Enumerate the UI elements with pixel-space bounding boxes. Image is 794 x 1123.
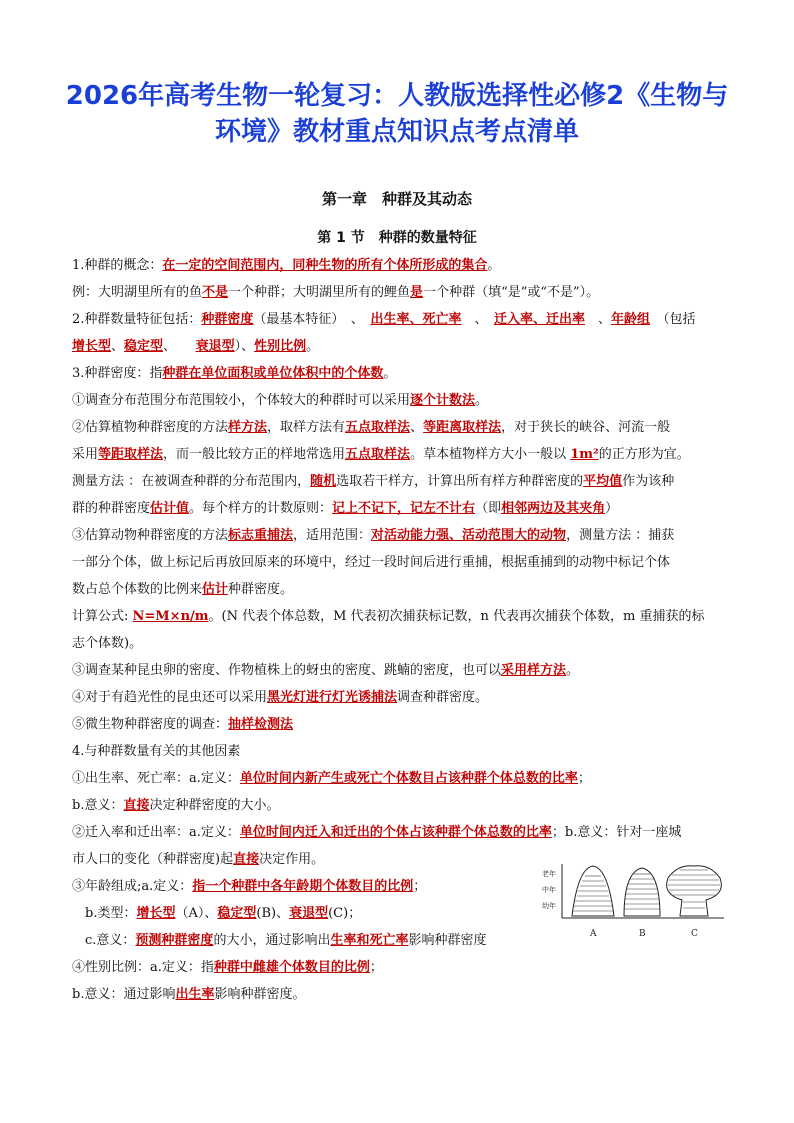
text-segment: 影响种群密度。: [214, 987, 306, 1002]
key-answer: 相邻两边及其夹角: [501, 501, 606, 516]
key-answer: 种群在单位面积或单位体积中的个体数: [162, 366, 384, 381]
text-segment: 一个种群；大明湖里所有的鲤鱼: [228, 285, 411, 300]
text-line: [72, 471, 732, 498]
text-segment: 一个种群（填“是”或“不是”）。: [423, 285, 600, 300]
key-answer: 性别比例: [254, 339, 307, 354]
key-answer: 黑光灯进行灯光诱捕法: [267, 690, 398, 705]
age-label-old: 老年: [542, 870, 556, 878]
key-answer: 抽样检测法: [228, 717, 294, 732]
key-answer: 不是: [202, 285, 229, 300]
text-segment: 计算公式:: [72, 609, 133, 624]
text-segment: 4.与种群数量有关的其他因素: [72, 744, 241, 759]
key-answer: N=M×n/m: [132, 609, 209, 624]
section-heading: 第 1 节 种群的数量特征: [317, 230, 477, 246]
text-segment: 、: [461, 312, 494, 327]
key-answer: 衰退型: [195, 339, 235, 354]
text-line: [72, 606, 732, 633]
text-segment: ③年龄组成;a.定义：: [72, 879, 193, 894]
text-segment: 例：大明湖里所有的鱼: [72, 285, 203, 300]
text-segment: 测量方法 ：在被调查种群的分布范围内，: [72, 474, 311, 489]
age-label-middle: 中年: [542, 886, 556, 894]
text-segment: ；: [413, 879, 427, 894]
key-answer: 在一定的空间范围内，同种生物的所有个体所形成的集合: [162, 258, 488, 273]
text-line: [72, 336, 732, 363]
text-segment: （A）、: [175, 906, 218, 921]
text-segment: 。: [566, 663, 580, 678]
text-line: [72, 957, 732, 984]
type-label-c: C: [691, 929, 698, 939]
key-answer: 记上不记下，记左不计右: [332, 501, 476, 516]
key-answer: 采用样方法: [501, 663, 567, 678]
text-line: [72, 579, 732, 606]
document-title: 2026年高考生物一轮复习：人教版选择性必修2《生物与环境》教材重点知识点考点清单: [65, 81, 729, 147]
key-answer: 五点取样法: [345, 447, 411, 462]
text-segment: ②迁入率和迁出率：a.定义：: [72, 825, 240, 840]
text-segment: 群的种群密度: [72, 501, 151, 516]
text-segment: 的大小，通过影响出: [213, 933, 331, 948]
text-segment: 调查种群密度。: [397, 690, 489, 705]
text-segment: ①调查分布范围分布范围较小，个体较大的种群时可以采用: [72, 393, 411, 408]
key-answer: 直接: [233, 852, 260, 867]
text-line: [72, 282, 732, 309]
key-answer: 单位时间内迁入和迁出的个体占该种群个体总数的比率: [239, 825, 552, 840]
text-segment: ③调查某种昆虫卵的密度、作物植株上的蚜虫的密度、跳蝻的密度，也可以: [72, 663, 502, 678]
key-answer: 种群中雌雄个体数目的比例: [213, 960, 370, 975]
text-segment: 作为该种: [622, 474, 675, 489]
text-segment: （即: [475, 501, 502, 516]
text-segment: b.类型：: [72, 906, 137, 921]
key-answer: 标志重捕法: [228, 528, 294, 543]
age-label-young: 幼年: [542, 902, 556, 910]
text-segment: ）、: [234, 339, 255, 354]
text-segment: 种群密度。: [228, 582, 294, 597]
text-line: [72, 363, 732, 390]
text-line: [72, 687, 732, 714]
text-line: [72, 255, 732, 282]
text-segment: c.意义：: [72, 933, 136, 948]
text-segment: 。每个样方的计数原则：: [189, 501, 333, 516]
key-answer: 衰退型: [289, 906, 329, 921]
text-segment: ，而一般比较方正的样地常选用: [163, 447, 346, 462]
text-segment: ）: [605, 501, 619, 516]
key-answer: 稳定型: [124, 339, 164, 354]
text-line: [72, 309, 732, 336]
key-answer: 指一个种群中各年龄期个体数目的比例: [192, 879, 414, 894]
key-answer: 生率和死亡率: [330, 933, 409, 948]
text-segment: 、: [410, 420, 424, 435]
text-segment: ③估算动物种群密度的方法: [72, 528, 229, 543]
key-answer: 是: [410, 285, 424, 300]
text-segment: 。: [487, 258, 501, 273]
text-segment: 的正方形为宜。: [598, 447, 690, 462]
key-answer: 迁入率、迁出率: [493, 312, 585, 327]
text-line: [72, 417, 732, 444]
text-segment: ①出生率、死亡率：a.定义：: [72, 771, 240, 786]
key-answer: 等距离取样法: [423, 420, 502, 435]
type-label-a: A: [590, 929, 597, 939]
text-segment: 数占总个体数的比例来: [72, 582, 203, 597]
text-line: [72, 444, 732, 471]
text-line: [72, 741, 732, 768]
key-answer: 估计: [202, 582, 229, 597]
age-structure-diagram: [538, 858, 728, 944]
pyramid-stable: [624, 868, 660, 916]
text-segment: b.意义：通过影响: [72, 987, 176, 1002]
text-segment: 、: [163, 339, 196, 354]
text-segment: 、: [584, 312, 611, 327]
text-segment: 选取若干样方，计算出所有样方种群密度的: [336, 474, 584, 489]
text-segment: 2.种群数量特征包括：: [72, 312, 202, 327]
text-segment: ，对于狭长的峡谷、河流一般: [501, 420, 671, 435]
text-segment: 采用: [72, 447, 99, 462]
text-segment: ；: [369, 960, 383, 975]
key-answer: 出生率: [175, 987, 215, 1002]
text-segment: ②估算植物种群密度的方法: [72, 420, 229, 435]
text-line: [72, 822, 732, 849]
text-segment: ④对于有趋光性的昆虫还可以采用: [72, 690, 268, 705]
text-segment: (C)；: [328, 906, 362, 921]
text-line: [72, 768, 732, 795]
text-segment: 市人口的变化（种群密度)起: [72, 852, 234, 867]
key-answer: 直接: [123, 798, 150, 813]
text-line: [72, 525, 732, 552]
text-line: [72, 390, 732, 417]
key-answer: 单位时间内新产生或死亡个体数目占该种群个体总数的比率: [239, 771, 578, 786]
chapter-heading: 第一章 种群及其动态: [321, 190, 472, 208]
key-answer: 等距取样法: [98, 447, 164, 462]
key-answer: 种群密度: [201, 312, 254, 327]
text-line: [72, 498, 732, 525]
text-segment: ，取样方法有: [267, 420, 346, 435]
text-segment: (B)、: [256, 906, 290, 921]
text-segment: ④性别比例：a.定义：指: [72, 960, 214, 975]
key-answer: 预测种群密度: [135, 933, 214, 948]
text-segment: 一部分个体，做上标记后再放回原来的环境中，经过一段时间后进行重捕，根据重捕到的动物中标记个体: [72, 555, 671, 570]
text-segment: 。: [475, 393, 489, 408]
text-segment: 3.种群密度：指: [72, 366, 163, 381]
key-answer: 1m²: [570, 447, 599, 462]
text-segment: 1.种群的概念：: [72, 258, 163, 273]
pyramid-growth: [572, 866, 614, 916]
text-segment: b.意义：: [72, 798, 124, 813]
text-segment: ；: [577, 771, 591, 786]
text-line: [72, 552, 732, 579]
text-segment: ，测量方法 ：捕获: [566, 528, 675, 543]
text-segment: 影响种群密度: [408, 933, 487, 948]
text-segment: 决定种群密度的大小。: [149, 798, 280, 813]
text-segment: 、: [111, 339, 125, 354]
text-line: [72, 795, 732, 822]
text-segment: 志个体数)。: [72, 636, 143, 651]
text-segment: （最基本特征） 、: [253, 312, 371, 327]
key-answer: 五点取样法: [345, 420, 411, 435]
key-answer: 样方法: [228, 420, 268, 435]
text-segment: 。(N 代表个体总数，M 代表初次捕获标记数，n 代表再次捕获个体数，m 重捕获的标: [208, 609, 705, 624]
type-label-b: B: [639, 929, 646, 939]
text-segment: 。草本植物样方大小一般以: [410, 447, 571, 462]
text-line: [72, 633, 732, 660]
text-line: [72, 660, 732, 687]
key-answer: 对活动能力强、活动范围大的动物: [371, 528, 567, 543]
key-answer: 估计值: [150, 501, 190, 516]
key-answer: 随机: [310, 474, 337, 489]
text-segment: ；b.意义：针对一座城: [551, 825, 682, 840]
key-answer: 平均值: [583, 474, 623, 489]
text-segment: （包括: [650, 312, 696, 327]
text-line: [72, 984, 732, 1011]
key-answer: 增长型: [72, 339, 112, 354]
text-segment: 。: [383, 366, 397, 381]
key-answer: 出生率、死亡率: [370, 312, 462, 327]
key-answer: 逐个计数法: [410, 393, 476, 408]
key-answer: 稳定型: [217, 906, 257, 921]
text-segment: ⑤微生物种群密度的调查：: [72, 717, 229, 732]
text-segment: 。: [306, 339, 320, 354]
pyramid-decline: [667, 866, 722, 916]
key-answer: 增长型: [136, 906, 176, 921]
text-segment: 决定作用。: [259, 852, 325, 867]
text-line: [72, 714, 732, 741]
key-answer: 年龄组: [611, 312, 651, 327]
text-segment: ，适用范围：: [293, 528, 372, 543]
